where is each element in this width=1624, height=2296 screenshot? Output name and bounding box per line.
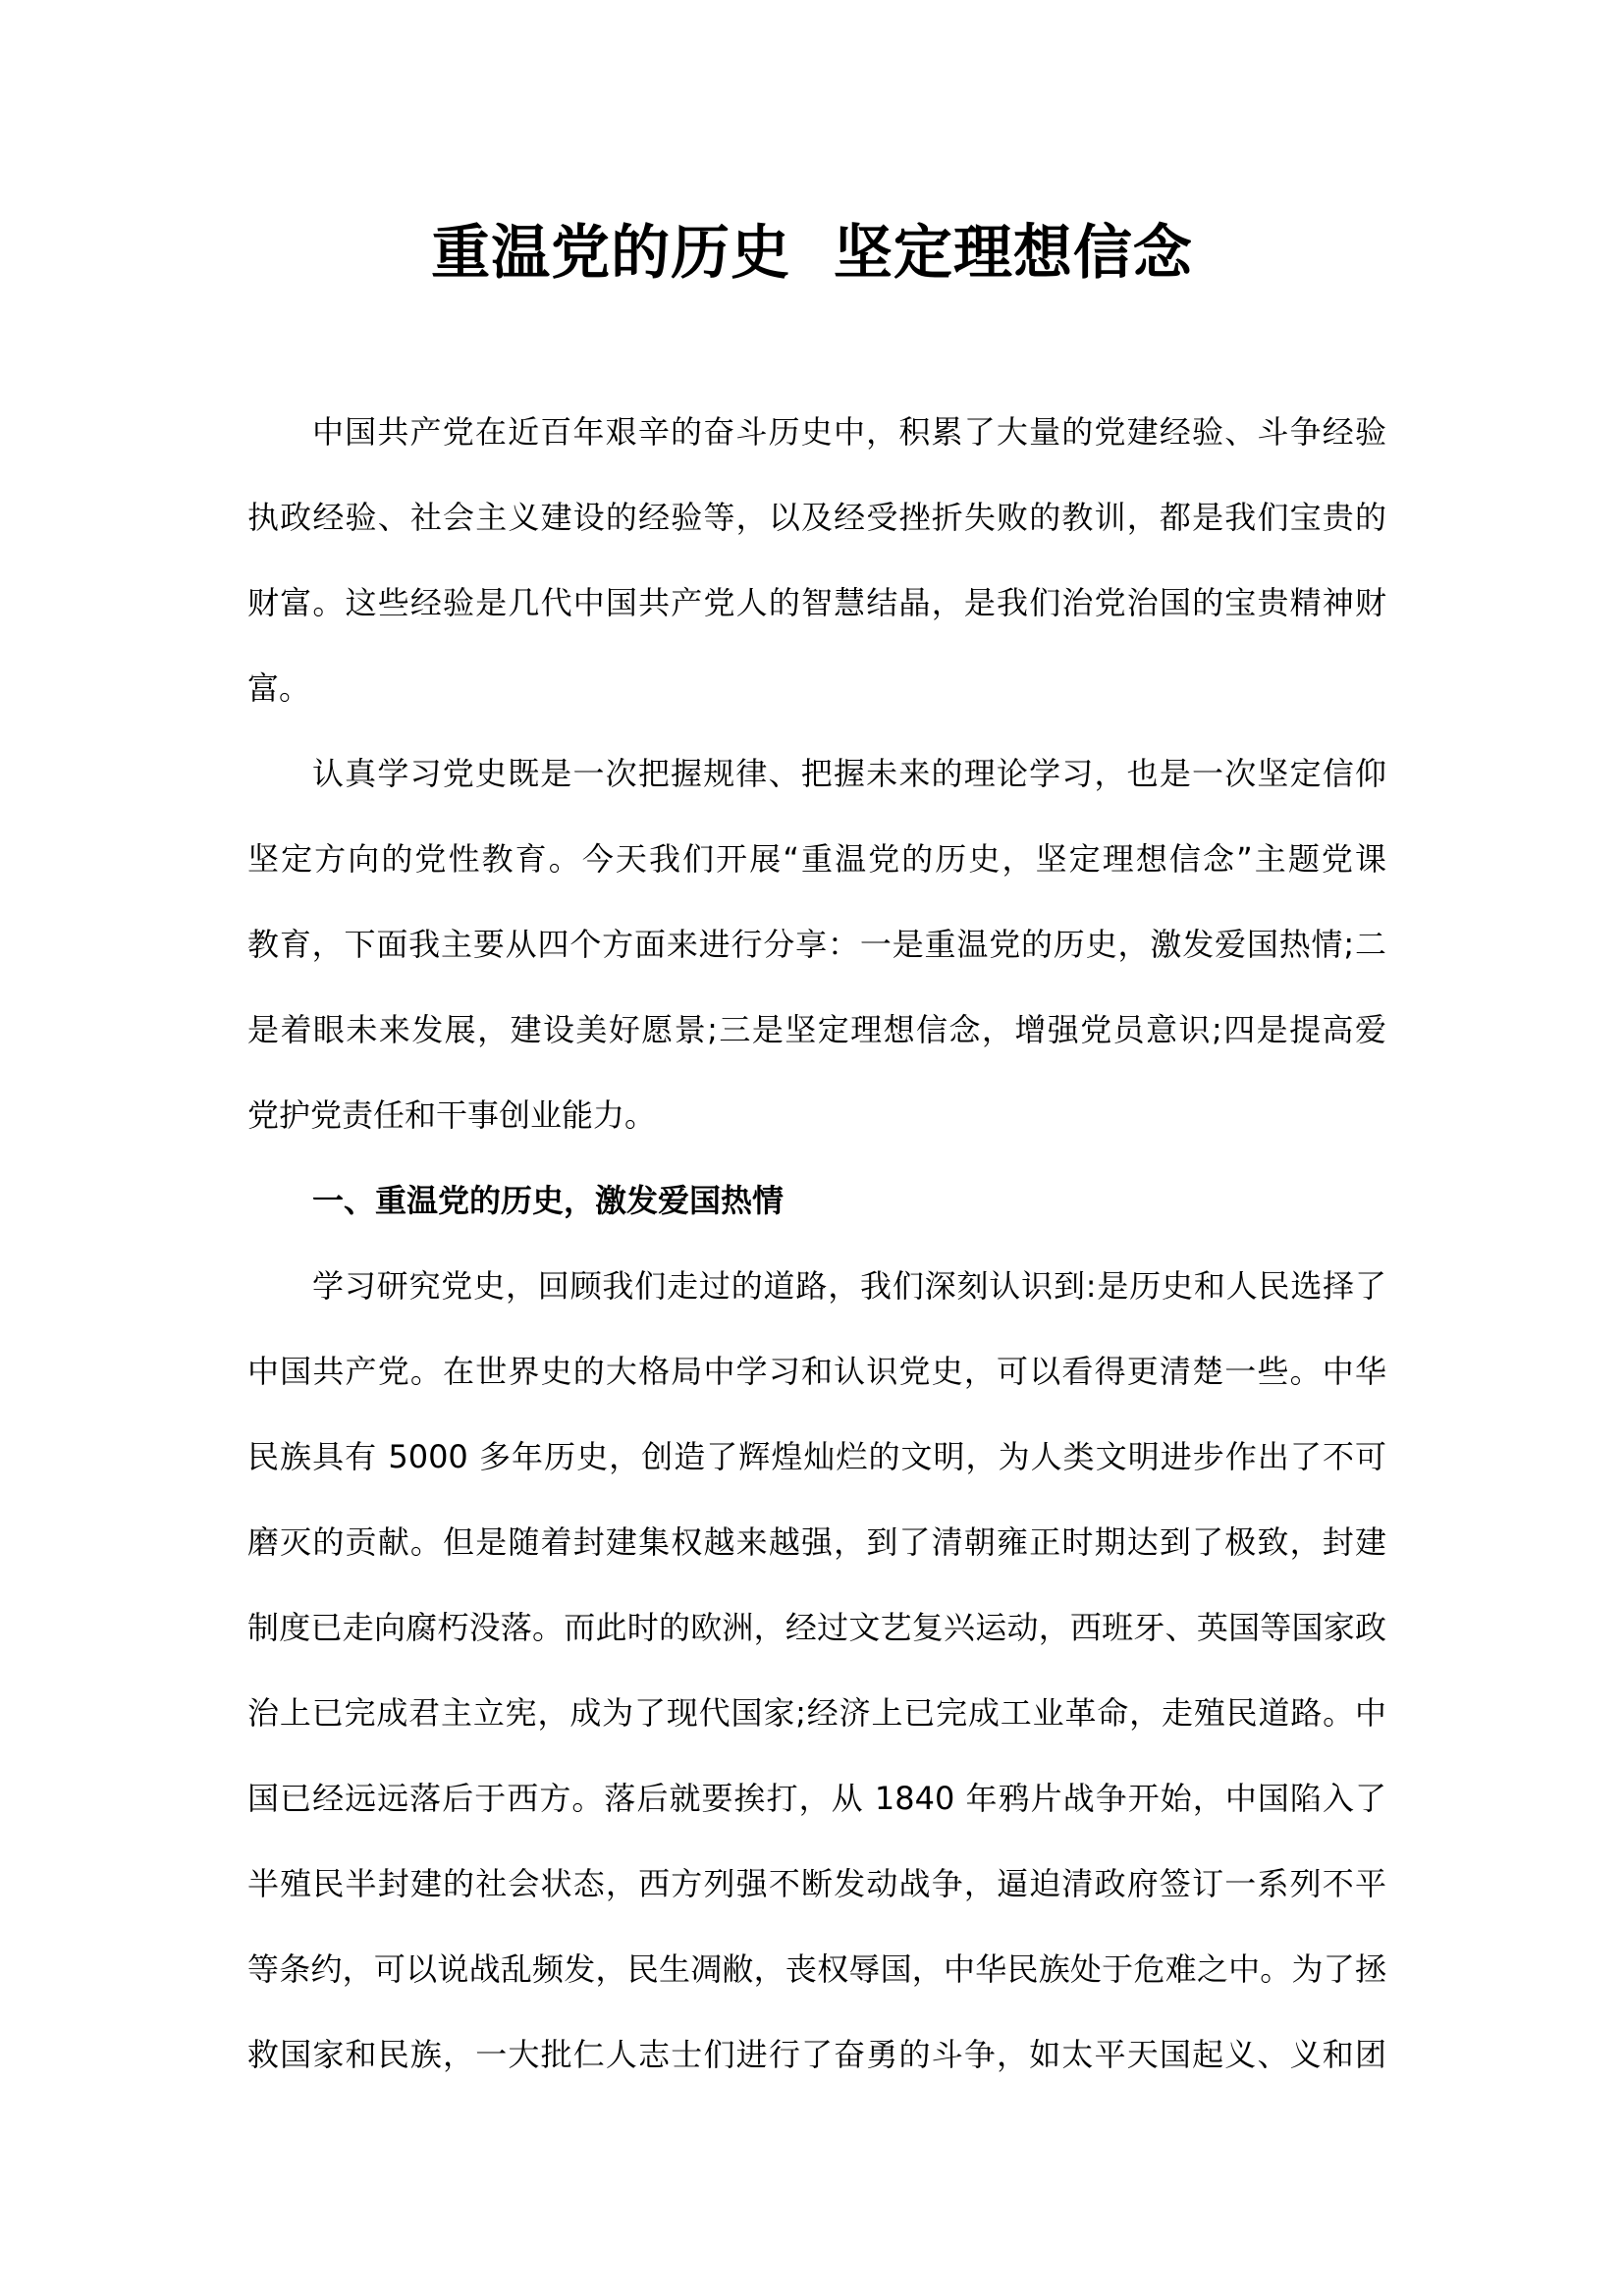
text-line: 等条约，可以说战乱频发，民生凋敝，丧权辱国，中华民族处于危难之中。为了拯	[247, 1950, 1386, 1988]
text-line: 半殖民半封建的社会状态，西方列强不断发动战争，逼迫清政府签订一系列不平	[247, 1865, 1386, 1902]
document-title: 重温党的历史 坚定理想信念	[431, 219, 1193, 288]
text-line: 磨灭的贡献。但是随着封建集权越来越强，到了清朝雍正时期达到了极致，封建	[247, 1523, 1386, 1561]
text-line: 财富。这些经验是几代中国共产党人的智慧结晶，是我们治党治国的宝贵精神财	[247, 584, 1386, 621]
paragraph-2	[247, 746, 1386, 1173]
text-line: 学习研究党史，回顾我们走过的道路，我们深刻认识到:是历史和人民选择了	[312, 1267, 1386, 1305]
text-line: 认真学习党史既是一次把握规律、把握未来的理论学习，也是一次坚定信仰	[312, 755, 1386, 792]
text-line: 救国家和民族，一大批仁人志士们进行了奋勇的斗争，如太平天国起义、义和团	[247, 2036, 1386, 2073]
text-line: 治上已完成君主立宪，成为了现代国家;经济上已完成工业革命，走殖民道路。中	[247, 1694, 1386, 1732]
text-line: 国已经远远落后于西方。落后就要挨打，从 1840 年鸦片战争开始，中国陷入了	[247, 1780, 1386, 1817]
paragraph-3	[247, 1258, 1386, 2112]
text-line: 坚定方向的党性教育。今天我们开展“重温党的历史，坚定理想信念”主题党课	[247, 840, 1386, 878]
text-line: 富。	[247, 669, 311, 707]
text-line: 是着眼未来发展，建设美好愿景;三是坚定理想信念，增强党员意识;四是提高爱	[247, 1011, 1386, 1048]
text-line: 制度已走向腐朽没落。而此时的欧洲，经过文艺复兴运动，西班牙、英国等国家政	[247, 1609, 1386, 1646]
document-body	[247, 404, 1386, 2112]
paragraph-1	[247, 404, 1386, 746]
text-line: 党护党责任和干事创业能力。	[247, 1096, 657, 1134]
text-line: 执政经验、社会主义建设的经验等，以及经受挫折失败的教训，都是我们宝贵的	[247, 499, 1386, 536]
section-heading	[247, 1173, 1386, 1258]
text-line: 教育，下面我主要从四个方面来进行分享：一是重温党的历史，激发爱国热情;二	[247, 926, 1386, 963]
text-line: 民族具有 5000 多年历史，创造了辉煌灿烂的文明，为人类文明进步作出了不可	[247, 1438, 1386, 1475]
text-line: 中国共产党在近百年艰辛的奋斗历史中，积累了大量的党建经验、斗争经验	[312, 413, 1386, 451]
section-heading-text: 一、重温党的历史，激发爱国热情	[312, 1182, 785, 1219]
text-line: 中国共产党。在世界史的大格局中学习和认识党史，可以看得更清楚一些。中华	[247, 1353, 1386, 1390]
